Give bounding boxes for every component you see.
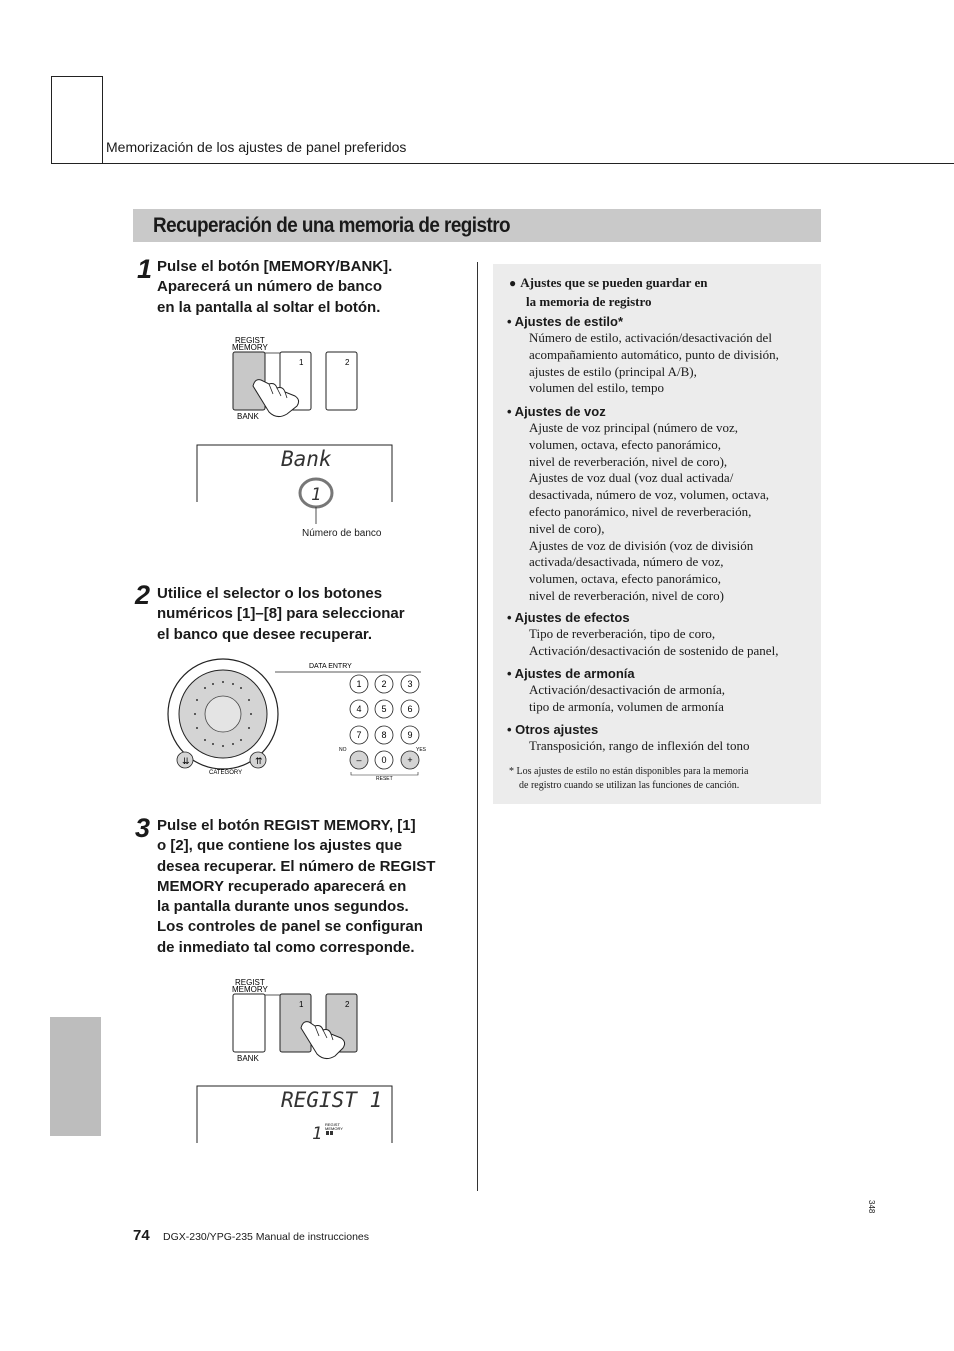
chevron-down-icon: ⇊	[182, 756, 190, 766]
step-line: desea recuperar. El número de REGIST	[157, 857, 436, 875]
page-number: 74	[133, 1227, 150, 1244]
step-line: Aparecerá un número de banco	[157, 278, 383, 296]
data-entry-diagram	[165, 656, 427, 780]
bullet-icon: ●	[509, 276, 517, 290]
document-title: DGX-230/YPG-235 Manual de instrucciones	[163, 1231, 370, 1243]
data-entry-label: DATA ENTRY	[309, 663, 352, 670]
bank-label: BANK	[237, 412, 259, 421]
lcd-regist-text: REGIST 1	[281, 1088, 383, 1112]
bank-label: BANK	[237, 1054, 259, 1063]
lcd-bank-text: Bank	[281, 447, 332, 471]
key-label: +	[407, 755, 413, 765]
button-1-label: 1	[299, 1000, 304, 1009]
step-line: la pantalla durante unos segundos.	[157, 898, 409, 916]
header-rule	[51, 163, 954, 164]
regist-label: REGIST	[235, 978, 265, 987]
key-label: 5	[381, 704, 387, 714]
category-label: CATEGORY	[209, 770, 243, 776]
key-label: 3	[407, 679, 413, 689]
step-2-text	[157, 584, 405, 645]
memory-label: MEMORY	[232, 985, 268, 994]
bank-button[interactable]	[233, 994, 265, 1052]
info-item-voice: • Ajustes de voz Ajuste de voz principal (número de voz, volumen, octava, efecto panorámico, nivel de reverberación, nivel de coro), Ajustes de voz dual (voz dual activada/ desactivada, número de voz, volumen, octava, efecto panorámico, nivel de reverberación, nivel de coro), Ajustes de voz de división (voz de división activada/desactivada, número de voz, volumen, octava, efecto panorámico, nivel de reverberación, nivel de coro)	[507, 404, 770, 603]
memory-label: MEMORY	[232, 343, 268, 352]
lcd-display-bank	[195, 444, 395, 526]
info-heading: ● Ajustes que se pueden guardar en la memoria de registro	[509, 275, 708, 309]
step-2-number: 2	[135, 580, 151, 610]
regist-memory-buttons-diagram-1	[225, 334, 365, 424]
lcd-display-regist	[195, 1085, 395, 1145]
step-line: o [2], que contiene los ajustes que	[157, 837, 403, 855]
bank-number-caption: Número de banco	[302, 528, 382, 539]
key-label: 4	[356, 704, 362, 714]
info-item-other: • Otros ajustes Transposición, rango de inflexión del tono	[507, 722, 750, 753]
info-item-effects: • Ajustes de efectos Tipo de reverberación, tipo de coro, Activación/desactivación de sostenido de panel,	[507, 610, 779, 658]
step-line: numéricos [1]–[8] para seleccionar	[157, 605, 405, 623]
side-tab	[50, 1017, 101, 1136]
key-label: 7	[356, 730, 362, 740]
key-label: 2	[381, 679, 387, 689]
key-label: –	[356, 755, 362, 765]
lcd-bank-number: 1	[311, 485, 322, 505]
key-label: 9	[407, 730, 413, 740]
button-1-label: 1	[299, 358, 304, 367]
section-title-bar	[133, 209, 821, 242]
key-label: 0	[381, 755, 387, 765]
info-item-harmony: • Ajustes de armonía Activación/desactivación de armonía, tipo de armonía, volumen de armonía	[507, 666, 726, 714]
column-divider	[477, 262, 478, 1191]
side-code: 348	[867, 1200, 876, 1214]
key-label: 1	[356, 679, 362, 689]
step-line: de inmediato tal como corresponde.	[157, 938, 415, 956]
yes-label: YES	[416, 747, 427, 753]
regist-memory-buttons-diagram-2	[225, 976, 365, 1066]
numeric-keypad	[350, 675, 419, 769]
lcd-regist-small-2: MEMORY	[325, 1126, 343, 1131]
step-line: el banco que desee recuperar.	[157, 625, 373, 643]
step-3-number: 3	[135, 813, 151, 843]
key-label: 6	[407, 704, 413, 714]
step-3-text	[157, 816, 435, 958]
button-2-label: 2	[345, 1000, 350, 1009]
step-1-text	[157, 257, 392, 318]
step-1-number: 1	[137, 254, 153, 284]
chevron-up-icon: ⇈	[255, 756, 263, 766]
step-line: Los controles de panel se configuran	[157, 918, 423, 936]
step-line: en la pantalla al soltar el botón.	[157, 298, 381, 316]
settings-info-box	[493, 264, 821, 804]
regist-button-2[interactable]	[326, 352, 357, 410]
reset-label: RESET	[376, 776, 393, 780]
key-label: 8	[381, 730, 387, 740]
no-label: NO	[339, 747, 347, 753]
info-footnote: * Los ajustes de estilo no están disponibles para la memoria de registro cuando se utilizan las funciones de canción.	[509, 766, 749, 791]
lcd-regist-small-1: REGIST	[325, 1122, 340, 1127]
info-item-style: • Ajustes de estilo* Número de estilo, activación/desactivación del acompañamiento automático, punto de división, ajustes de estilo (principal A/B), volumen del estilo, tempo	[507, 314, 779, 396]
section-title: Recuperación de una memoria de registro	[153, 214, 511, 237]
header-section-title: Memorización de los ajustes de panel preferidos	[106, 139, 407, 155]
step-line: MEMORY recuperado aparecerá en	[157, 877, 407, 895]
step-line: Pulse el botón [MEMORY/BANK].	[157, 258, 393, 275]
step-line: Utilice el selector o los botones	[157, 585, 383, 602]
lcd-regist-number: 1	[312, 1124, 323, 1144]
header-box	[51, 76, 103, 164]
regist-label: REGIST	[235, 336, 265, 345]
button-2-label: 2	[345, 358, 350, 367]
step-line: Pulse el botón REGIST MEMORY, [1]	[157, 817, 416, 834]
